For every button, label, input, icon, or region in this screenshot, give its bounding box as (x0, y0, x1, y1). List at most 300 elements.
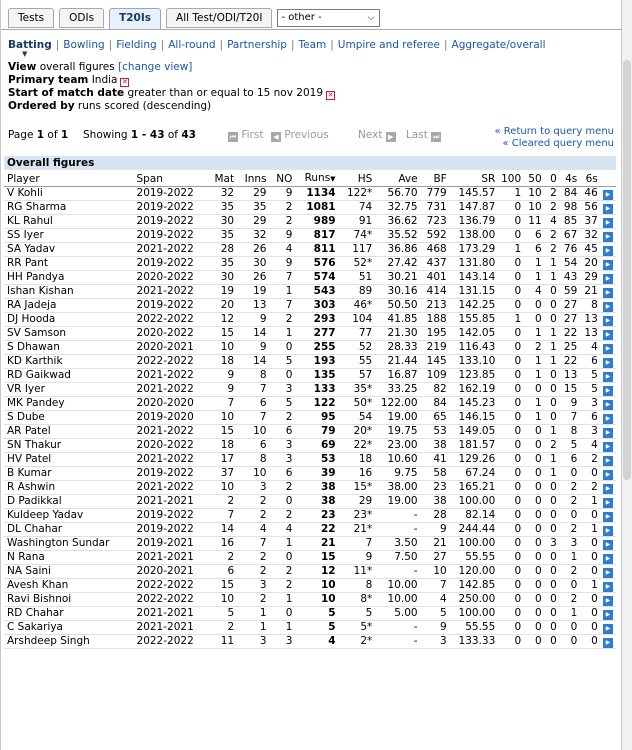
table-row (4, 481, 616, 495)
table-cell: 1 (237, 607, 269, 621)
table-cell: 7 (237, 383, 269, 397)
table-cell: 10.60 (375, 453, 420, 467)
table-cell: 133.33 (450, 635, 499, 649)
player-name-link[interactable]: Avesh Khan (4, 579, 134, 593)
player-name-link[interactable]: Ravi Bishnoi (4, 593, 134, 607)
player-profile-arrow-icon[interactable]: ▶ (603, 288, 613, 298)
table-cell: 3 (270, 439, 296, 453)
table-row (4, 257, 616, 271)
table-cell: 45 (580, 243, 601, 257)
table-cell (601, 271, 616, 285)
player-name-link[interactable]: DL Chahar (4, 523, 134, 537)
table-cell: 4 (270, 243, 296, 257)
table-cell: 52 (339, 341, 376, 355)
table-cell: 10 (207, 341, 237, 355)
table-cell: 11 (207, 635, 237, 649)
table-cell: 1 (580, 523, 601, 537)
player-name-link[interactable]: SN Thakur (4, 439, 134, 453)
table-cell: - (375, 621, 420, 635)
next-button[interactable]: Next ▶ (358, 129, 396, 142)
table-row (4, 411, 616, 425)
table-cell: 0 (580, 565, 601, 579)
table-cell: 21 (295, 537, 338, 551)
table-cell: 4 (295, 635, 338, 649)
col-no[interactable]: NO (270, 172, 296, 187)
col-ave[interactable]: Ave (375, 172, 420, 187)
table-cell: 1 (560, 551, 581, 565)
player-profile-arrow-icon[interactable]: ▶ (603, 414, 613, 424)
player-name-link[interactable]: SV Samson (4, 327, 134, 341)
table-cell: 6 (560, 453, 581, 467)
table-cell: 7 (421, 579, 450, 593)
table-cell: 3 (237, 481, 269, 495)
previous-button[interactable]: ◀ Previous (271, 129, 329, 142)
table-cell: 0 (498, 285, 524, 299)
table-cell: 0 (498, 397, 524, 411)
table-cell (601, 593, 616, 607)
table-cell: 723 (421, 215, 450, 229)
col-hs[interactable]: HS (339, 172, 376, 187)
player-profile-arrow-icon[interactable]: ▶ (603, 302, 613, 312)
player-name-link[interactable]: SS Iyer (4, 229, 134, 243)
table-cell: 14 (207, 523, 237, 537)
player-name-link[interactable]: RD Gaikwad (4, 369, 134, 383)
player-name-link[interactable]: C Sakariya (4, 621, 134, 635)
table-cell: 2 (237, 551, 269, 565)
player-profile-arrow-icon[interactable]: ▶ (603, 400, 613, 410)
table-cell: 574 (295, 271, 338, 285)
table-cell (601, 341, 616, 355)
table-cell: 0 (524, 383, 545, 397)
table-cell: 1 (545, 453, 560, 467)
table-cell: 19 (237, 285, 269, 299)
player-name-link[interactable]: KD Karthik (4, 355, 134, 369)
table-cell: 41.85 (375, 313, 420, 327)
player-profile-arrow-icon[interactable]: ▶ (603, 358, 613, 368)
player-profile-arrow-icon[interactable]: ▶ (603, 344, 613, 354)
table-cell: 56 (580, 201, 601, 215)
table-cell: 0 (498, 509, 524, 523)
table-cell: 7 (270, 299, 296, 313)
table-cell: 0 (498, 453, 524, 467)
table-cell: 15 (295, 551, 338, 565)
col-inns[interactable]: Inns (237, 172, 269, 187)
table-cell: 147.87 (450, 201, 499, 215)
table-cell: 65 (421, 411, 450, 425)
player-name-link[interactable]: Arshdeep Singh (4, 635, 134, 649)
table-row (4, 299, 616, 313)
table-cell: 0 (545, 481, 560, 495)
table-cell: 55.55 (450, 551, 499, 565)
remove-filter-icon[interactable]: ✕ (327, 91, 334, 99)
player-name-link[interactable]: HV Patel (4, 453, 134, 467)
table-cell: 1 (580, 495, 601, 509)
table-cell: 0 (498, 411, 524, 425)
table-cell: 30.16 (375, 285, 420, 299)
table-cell (601, 313, 616, 327)
table-cell: 10.00 (375, 579, 420, 593)
table-cell: 2019-2022 (134, 523, 207, 537)
return-query-link[interactable]: « Return to query menu (494, 126, 614, 137)
table-cell: 0 (524, 425, 545, 439)
player-profile-arrow-icon[interactable]: ▶ (603, 638, 613, 648)
table-cell: 0 (498, 383, 524, 397)
table-cell: 468 (421, 243, 450, 257)
player-profile-arrow-icon[interactable]: ▶ (603, 470, 613, 480)
table-cell: 2019-2022 (134, 229, 207, 243)
table-cell: 173.29 (450, 243, 499, 257)
table-cell: 1 (545, 425, 560, 439)
player-name-link[interactable]: S Dube (4, 411, 134, 425)
nav-batting[interactable]: Batting ▼ (8, 39, 52, 58)
player-profile-arrow-icon[interactable]: ▶ (603, 526, 613, 536)
table-cell: 195 (421, 327, 450, 341)
nav-umpire-referee[interactable]: Umpire and referee (337, 39, 440, 51)
nav-bowling[interactable]: Bowling (63, 39, 105, 51)
table-cell: 0 (560, 635, 581, 649)
table-cell: 0 (580, 593, 601, 607)
table-cell: 67.24 (450, 467, 499, 481)
table-cell: 35 (207, 229, 237, 243)
table-cell: 1 (524, 271, 545, 285)
table-cell: 2 (207, 495, 237, 509)
table-cell: 2021-2022 (134, 453, 207, 467)
player-name-link[interactable]: V Kohli (4, 187, 134, 201)
table-cell: 543 (295, 285, 338, 299)
table-cell: 1134 (295, 187, 338, 201)
table-cell: 0 (498, 607, 524, 621)
col-runs[interactable]: Runs▼ (295, 172, 338, 187)
table-cell: 6 (580, 355, 601, 369)
table-cell: 5 (270, 397, 296, 411)
nav-team[interactable]: Team (298, 39, 327, 51)
table-row (4, 593, 616, 607)
table-cell: 82.14 (450, 509, 499, 523)
player-name-link[interactable]: Washington Sundar (4, 537, 134, 551)
table-cell: 0 (270, 495, 296, 509)
player-name-link[interactable]: VR Iyer (4, 383, 134, 397)
table-cell: 0 (270, 551, 296, 565)
tab-all-formats[interactable]: All Test/ODI/T20I (166, 8, 272, 28)
player-name-link[interactable]: AR Patel (4, 425, 134, 439)
player-profile-arrow-icon[interactable]: ▶ (603, 386, 613, 396)
player-profile-arrow-icon[interactable]: ▶ (603, 456, 613, 466)
table-cell: 10 (207, 481, 237, 495)
table-cell: 3 (270, 383, 296, 397)
table-cell: 9.75 (375, 467, 420, 481)
player-profile-arrow-icon[interactable]: ▶ (603, 610, 613, 620)
nav-fielding[interactable]: Fielding (116, 39, 157, 51)
player-name-link[interactable]: RA Jadeja (4, 299, 134, 313)
table-cell: 0 (498, 229, 524, 243)
player-name-link[interactable]: B Kumar (4, 467, 134, 481)
table-cell: 2019-2022 (134, 509, 207, 523)
table-cell: 28 (421, 509, 450, 523)
table-cell: 10 (524, 201, 545, 215)
player-profile-arrow-icon[interactable]: ▶ (603, 554, 613, 564)
table-cell: 116.43 (450, 341, 499, 355)
col-span[interactable]: Span (134, 172, 207, 187)
player-name-link[interactable]: HH Pandya (4, 271, 134, 285)
table-cell: 4 (421, 593, 450, 607)
nav-aggregate[interactable]: Aggregate/overall (451, 39, 546, 51)
table-row (4, 201, 616, 215)
table-cell: 35 (207, 257, 237, 271)
player-name-link[interactable]: Ishan Kishan (4, 285, 134, 299)
table-cell: 53 (295, 453, 338, 467)
player-name-link[interactable]: DJ Hooda (4, 313, 134, 327)
player-profile-arrow-icon[interactable]: ▶ (603, 190, 613, 200)
table-cell: 2021-2022 (134, 369, 207, 383)
col-player[interactable]: Player (4, 172, 134, 187)
pagination (8, 126, 614, 152)
table-cell: 95 (295, 411, 338, 425)
table-cell: 0 (498, 257, 524, 271)
table-cell: 2 (560, 593, 581, 607)
table-cell: 5 (580, 369, 601, 383)
col-6s[interactable]: 6s (580, 172, 601, 187)
table-row (4, 537, 616, 551)
table-cell (601, 523, 616, 537)
col-0[interactable]: 0 (545, 172, 560, 187)
table-cell: 2021-2022 (134, 481, 207, 495)
table-cell: 3 (237, 635, 269, 649)
table-cell: 0 (498, 481, 524, 495)
player-profile-arrow-icon[interactable]: ▶ (603, 442, 613, 452)
table-cell: 2 (207, 551, 237, 565)
table-cell: 117 (339, 243, 376, 257)
table-cell: 2 (560, 523, 581, 537)
tab-odis[interactable]: ODIs (59, 8, 104, 28)
table-cell: 2 (545, 439, 560, 453)
cleared-query-link[interactable]: « Cleared query menu (502, 138, 614, 149)
table-row (4, 621, 616, 635)
table-cell: 142.05 (450, 327, 499, 341)
table-cell: 2 (270, 313, 296, 327)
table-cell: 0 (545, 565, 560, 579)
table-cell: 3 (560, 537, 581, 551)
player-profile-arrow-icon[interactable]: ▶ (603, 568, 613, 578)
table-cell: 20 (580, 257, 601, 271)
table-cell: 401 (421, 271, 450, 285)
table-cell: 0 (270, 369, 296, 383)
prev-page-icon: ◀ (271, 132, 281, 142)
table-cell: 0 (524, 453, 545, 467)
table-cell: 5.00 (375, 607, 420, 621)
table-cell: 19.00 (375, 495, 420, 509)
player-name-link[interactable]: D Padikkal (4, 495, 134, 509)
table-row (4, 215, 616, 229)
table-cell: 989 (295, 215, 338, 229)
table-cell: 35 (207, 201, 237, 215)
player-profile-arrow-icon[interactable]: ▶ (603, 484, 613, 494)
player-profile-arrow-icon[interactable]: ▶ (603, 624, 613, 634)
table-cell: 5* (339, 621, 376, 635)
player-profile-arrow-icon[interactable]: ▶ (603, 204, 613, 214)
table-cell: 4 (580, 439, 601, 453)
table-cell: 2 (580, 453, 601, 467)
table-cell: 6 (270, 425, 296, 439)
table-cell: 30 (207, 215, 237, 229)
table-cell: 0 (524, 565, 545, 579)
player-profile-arrow-icon[interactable]: ▶ (603, 260, 613, 270)
table-cell: 55.55 (450, 621, 499, 635)
player-profile-arrow-icon[interactable]: ▶ (603, 246, 613, 256)
table-cell: 7 (270, 271, 296, 285)
table-cell: 58 (421, 467, 450, 481)
table-cell (601, 201, 616, 215)
table-cell: 3 (421, 635, 450, 649)
table-cell: 16 (207, 537, 237, 551)
tab-tests[interactable]: Tests (8, 8, 54, 28)
col-4s[interactable]: 4s (560, 172, 581, 187)
col-link (601, 172, 616, 187)
player-name-link[interactable]: S Dhawan (4, 341, 134, 355)
player-profile-arrow-icon[interactable]: ▶ (603, 372, 613, 382)
table-cell: 32 (580, 229, 601, 243)
table-cell: 2 (545, 243, 560, 257)
first-button[interactable]: ⏮ First (229, 129, 264, 141)
tab-divider (1, 29, 622, 30)
player-profile-arrow-icon[interactable]: ▶ (603, 316, 613, 326)
table-cell: 37 (207, 467, 237, 481)
player-profile-arrow-icon[interactable]: ▶ (603, 596, 613, 606)
player-name-link[interactable]: KL Rahul (4, 215, 134, 229)
player-profile-arrow-icon[interactable]: ▶ (603, 218, 613, 228)
table-cell: 32.75 (375, 201, 420, 215)
table-cell: 84 (421, 397, 450, 411)
table-cell: 250.00 (450, 593, 499, 607)
player-profile-arrow-icon[interactable]: ▶ (603, 582, 613, 592)
table-cell: 145.57 (450, 187, 499, 201)
table-cell: 67 (560, 229, 581, 243)
change-view-link[interactable]: [change view] (118, 61, 193, 73)
table-cell: 2021-2022 (134, 285, 207, 299)
other-select[interactable] (277, 9, 380, 27)
table-cell: 2022-2022 (134, 635, 207, 649)
player-name-link[interactable]: RD Chahar (4, 607, 134, 621)
table-cell: 0 (580, 621, 601, 635)
remove-filter-icon[interactable]: ✕ (122, 78, 128, 86)
player-profile-arrow-icon[interactable]: ▶ (603, 274, 613, 284)
player-name-link[interactable]: NA Saini (4, 565, 134, 579)
table-cell: 3 (580, 397, 601, 411)
table-cell: 21* (339, 523, 376, 537)
page-scrollbar[interactable] (622, 0, 632, 750)
col-50[interactable]: 50 (524, 172, 545, 187)
table-cell: 32 (207, 187, 237, 201)
table-cell: 0 (545, 523, 560, 537)
last-button[interactable]: Last ⏭ (406, 129, 440, 141)
player-profile-arrow-icon[interactable]: ▶ (603, 428, 613, 438)
table-cell: 76 (560, 243, 581, 257)
table-row (4, 341, 616, 355)
table-cell: 5 (339, 607, 376, 621)
table-cell: 1 (545, 341, 560, 355)
table-cell: 29 (237, 187, 269, 201)
player-profile-arrow-icon[interactable]: ▶ (603, 330, 613, 340)
table-cell: 12 (295, 565, 338, 579)
table-cell: 85 (560, 215, 581, 229)
table-cell: 0 (498, 271, 524, 285)
table-cell (601, 565, 616, 579)
table-cell: 0 (498, 635, 524, 649)
table-cell: 3 (270, 635, 296, 649)
player-profile-arrow-icon[interactable]: ▶ (603, 498, 613, 508)
table-cell: 8 (237, 369, 269, 383)
table-cell: 0 (498, 537, 524, 551)
table-cell: 0 (524, 579, 545, 593)
tab-t20is[interactable]: T20Is (109, 8, 161, 30)
format-tabs (8, 8, 380, 30)
table-cell: 0 (270, 607, 296, 621)
table-cell: 33.25 (375, 383, 420, 397)
double-left-arrow-icon: « (502, 138, 509, 149)
table-cell: 50* (339, 397, 376, 411)
nav-all-round[interactable]: All-round (168, 39, 216, 51)
player-name-link[interactable]: RR Pant (4, 257, 134, 271)
table-cell: 2021-2022 (134, 383, 207, 397)
nav-partnership[interactable]: Partnership (227, 39, 287, 51)
table-cell: 23 (421, 481, 450, 495)
table-cell: 138.00 (450, 229, 499, 243)
table-cell: 293 (295, 313, 338, 327)
player-profile-arrow-icon[interactable]: ▶ (603, 232, 613, 242)
table-cell: 14 (237, 327, 269, 341)
table-cell: 0 (580, 607, 601, 621)
col-100[interactable]: 100 (498, 172, 524, 187)
table-cell: 0 (580, 467, 601, 481)
table-cell: 303 (295, 299, 338, 313)
table-cell: 2 (545, 187, 560, 201)
scrollbar-thumb[interactable] (623, 60, 631, 480)
table-cell: 9 (237, 341, 269, 355)
col-mat[interactable]: Mat (207, 172, 237, 187)
player-profile-arrow-icon[interactable]: ▶ (603, 512, 613, 522)
col-bf[interactable]: BF (421, 172, 450, 187)
table-cell: 5 (295, 607, 338, 621)
col-sr[interactable]: SR (450, 172, 499, 187)
player-name-link[interactable]: MK Pandey (4, 397, 134, 411)
table-cell (601, 453, 616, 467)
table-row (4, 229, 616, 243)
table-cell: 2020-2020 (134, 397, 207, 411)
table-cell: 2 (207, 621, 237, 635)
table-cell: 2 (237, 593, 269, 607)
table-cell (601, 215, 616, 229)
table-cell: 2 (560, 481, 581, 495)
table-cell: 122.00 (375, 397, 420, 411)
player-name-link[interactable]: SA Yadav (4, 243, 134, 257)
table-cell: 6 (237, 439, 269, 453)
filter-view: View overall figures [change view] (8, 61, 193, 73)
table-cell: 4 (270, 523, 296, 537)
table-cell: 1 (580, 579, 601, 593)
table-row (4, 313, 616, 327)
player-name-link[interactable]: N Rana (4, 551, 134, 565)
table-cell: 35 (237, 201, 269, 215)
table-cell: 0 (524, 439, 545, 453)
player-name-link[interactable]: R Ashwin (4, 481, 134, 495)
filter-order: Ordered by runs scored (descending) (8, 100, 212, 112)
table-cell: 13 (560, 369, 581, 383)
player-profile-arrow-icon[interactable]: ▶ (603, 540, 613, 550)
player-name-link[interactable]: RG Sharma (4, 201, 134, 215)
table-cell: 2019-2022 (134, 467, 207, 481)
table-cell: 0 (524, 537, 545, 551)
table-cell: 77 (339, 327, 376, 341)
player-name-link[interactable]: Kuldeep Yadav (4, 509, 134, 523)
